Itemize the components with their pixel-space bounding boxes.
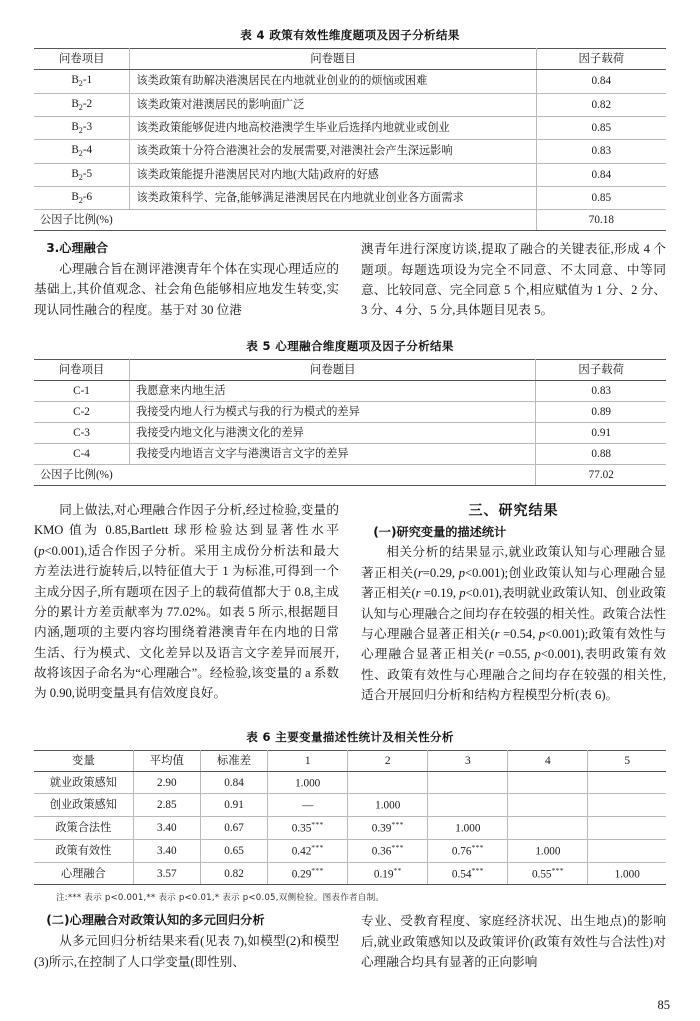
rp9: <0.001),表明政策有效性、政策有效性与心理融合之间均存在较强的相关性,适合开展回归分析和结构方程模型分析(表 6)。: [361, 647, 666, 703]
rp3: <0.001);创业政策认知与心理融合显著正相关(: [361, 565, 666, 601]
table-6: [34, 750, 666, 886]
table-4-title: 表 4 政策有效性维度题项及因子分析结果: [240, 28, 460, 42]
table-6-header-c1: 1: [268, 750, 348, 771]
italic-p: p: [458, 565, 466, 580]
table-6-header-row: [34, 750, 666, 771]
italic-p: p: [459, 586, 466, 601]
italic-r: r: [417, 565, 423, 580]
table-6-header-variable: 变量: [34, 750, 133, 771]
table-row: [34, 163, 666, 186]
body-left-column: [34, 500, 339, 706]
cell-question: 我接受内地语言文字与港澳语言文字的差异: [130, 443, 536, 464]
cell-corr: [268, 862, 348, 885]
bottom-right-column: [361, 911, 666, 972]
cell-corr: [428, 862, 508, 885]
cell-corr: [508, 839, 588, 862]
cell-corr: [588, 839, 666, 862]
cell-corr: [268, 771, 348, 794]
cell-loading: 0.84: [536, 163, 666, 186]
table-5-header-item: 问卷项目: [34, 359, 130, 380]
cell-corr: [508, 817, 588, 840]
cell-question: 我接受内地人行为模式与我的行为模式的差异: [130, 401, 536, 422]
body-right-paragraph: [361, 542, 666, 705]
italic-p: p: [534, 647, 541, 662]
italic-r: r: [494, 626, 500, 641]
table-5-block: [34, 335, 666, 486]
cell-loading: 0.89: [536, 401, 666, 422]
cell-loading: 0.88: [536, 443, 666, 464]
cell-corr: [348, 794, 428, 817]
spacer: [34, 706, 666, 726]
table-row: [34, 443, 666, 464]
spacer: [34, 231, 666, 239]
cell-common-factor-value: 70.18: [536, 210, 666, 231]
table-6-body: [34, 771, 666, 885]
table-row: [34, 93, 666, 116]
table-6-head: [34, 750, 666, 771]
cell-question: 该类政策科学、完备,能够满足港澳居民在内地就业创业各方面需求: [130, 186, 536, 209]
cell-mean: 3.40: [133, 817, 200, 840]
table-row: [34, 140, 666, 163]
cell-loading: 0.83: [536, 140, 666, 163]
italic-p: p: [538, 626, 546, 641]
corr-value: 1.000: [295, 777, 321, 790]
spacer: [34, 321, 666, 335]
cell-sd: 0.65: [200, 839, 267, 862]
table-row: [34, 794, 666, 817]
significance-stars: ***: [471, 865, 484, 875]
cell-corr: [588, 771, 666, 794]
cell-question: 该类政策对港澳居民的影响面广泛: [130, 93, 536, 116]
corr-value: 0.42: [291, 845, 312, 858]
rp1: 相关分析的结果显示,就业政策认知与心理融合显著正相关(: [361, 545, 666, 580]
spacer: [34, 903, 666, 911]
table-6-header-c2: 2: [348, 750, 428, 771]
table-row: [34, 817, 666, 840]
cell-mean: 3.57: [133, 862, 200, 885]
section-heading: 三、研究结果: [468, 502, 559, 519]
mid-left-column: [34, 239, 339, 321]
body-left-part-b: <0.001),适合作因子分析。采用主成份分析法和最大方差法进行旋转后,以特征值大于 1 为标准,可得到一个主成分因子,所有题项在因子上的载荷值都大于 0.8,主成分的累计方差贡献率为 77.02%。如表 5 所示,根据题目内涵,题项的主要内容均围绕着港澳青年在内地的日常生活、行为模式、文化差异以及语言文字差异而展开,故将该因子命名为“心理融合”。经检验,该变量的 a 系数为 0.90,说明变量具有信效度良好。: [34, 543, 339, 701]
rp7: <0.001);政策有效性与心理融合显著正相关(: [361, 626, 666, 662]
corr-value: 0.29: [291, 868, 312, 881]
significance-stars: ***: [551, 865, 564, 875]
cell-sd: 0.67: [200, 817, 267, 840]
table-row: [34, 401, 666, 422]
cell-common-factor-label: 公因子比例(%): [34, 210, 536, 231]
cell-corr: [268, 817, 348, 840]
corr-value: 0.55: [531, 868, 552, 881]
table-5-header-loading: 因子载荷: [536, 359, 666, 380]
mid-left-heading: 3.心理融合: [46, 241, 109, 256]
table-4-head: [34, 49, 666, 70]
table-row: [34, 771, 666, 794]
cell-question: 该类政策有助解决港澳居民在内地就业创业的的烦恼或困难: [130, 70, 536, 93]
table-4-header-question: 问卷题目: [130, 49, 536, 70]
cell-loading: 0.85: [536, 186, 666, 209]
cell-item: $B_2-2$: [34, 93, 130, 116]
corr-value: 1.000: [375, 800, 401, 813]
cell-item: C-2: [34, 401, 130, 422]
table-4-header-row: [34, 49, 666, 70]
table-6-header-mean: 平均值: [133, 750, 200, 771]
cell-corr: [428, 817, 508, 840]
cell-item: $B_2-1$: [34, 70, 130, 93]
significance-stars: ***: [311, 842, 324, 852]
cell-corr: [348, 862, 428, 885]
table-row: [34, 839, 666, 862]
cell-mean: 2.85: [133, 794, 200, 817]
corr-value: 0.76: [451, 845, 472, 858]
bottom-right-paragraph: 专业、受教育程度、家庭经济状况、出生地点)的影响后,就业政策感知以及政策评价(政策有效性与合法性)对心理融合均具有显著的正向影响: [361, 914, 666, 970]
table-4: [34, 48, 666, 231]
table-5-title: 表 5 心理融合维度题项及因子分析结果: [246, 338, 454, 353]
cell-loading: 0.83: [536, 380, 666, 401]
table-row: [34, 380, 666, 401]
table-6-header-c3: 3: [428, 750, 508, 771]
cell-item: C-3: [34, 422, 130, 443]
table-footer-row: [34, 210, 666, 231]
corr-value: 0.54: [451, 868, 472, 881]
mid-left-paragraph: 心理融合旨在测评港澳青年个体在实现心理适应的基础上,其价值观念、社会角色能够相应地发生转变,实现认同性融合的程度。基于对 30 位港: [34, 261, 339, 317]
table-5-body: [34, 380, 666, 485]
subsection-heading: (一)研究变量的描述统计: [373, 524, 507, 539]
body-right-column: [361, 500, 666, 706]
cell-corr: [508, 771, 588, 794]
cell-question: 该类政策能够促进内地高校港澳学生毕业后选择内地就业或创业: [130, 116, 536, 139]
cell-corr: [508, 794, 588, 817]
cell-corr: [268, 794, 348, 817]
rp2: =0.29,: [422, 565, 459, 580]
cell-question: 我愿意来内地生活: [130, 380, 536, 401]
table-4-header-loading: 因子载荷: [536, 49, 666, 70]
cell-corr: [268, 839, 348, 862]
cell-sd: 0.84: [200, 771, 267, 794]
cell-common-factor-value: 77.02: [536, 464, 666, 485]
cell-variable: 政策合法性: [34, 817, 133, 840]
cell-item: C-1: [34, 380, 130, 401]
cell-variable: 创业政策感知: [34, 794, 133, 817]
table-6-header-sd: 标准差: [200, 750, 267, 771]
table-row: [34, 862, 666, 885]
table-4-body: [34, 70, 666, 231]
cell-sd: 0.82: [200, 862, 267, 885]
table-4-block: [34, 24, 666, 231]
cell-mean: 3.40: [133, 839, 200, 862]
italic-p: p: [38, 543, 45, 558]
rp4: =0.19,: [420, 586, 460, 601]
bottom-columns: [34, 911, 666, 972]
table-6-header-c5: 5: [588, 750, 666, 771]
cell-corr: [588, 862, 666, 885]
cell-sd: 0.91: [200, 794, 267, 817]
corr-value: —: [302, 800, 314, 813]
table-5-header-question: 问卷题目: [130, 359, 536, 380]
rp8: =0.55,: [493, 647, 535, 662]
cell-item: $B_2-6$: [34, 186, 130, 209]
table-row: [34, 70, 666, 93]
cell-item: $B_2-5$: [34, 163, 130, 186]
significance-stars: ***: [391, 842, 404, 852]
bottom-left-column: [34, 911, 339, 972]
table-6-header-c4: 4: [508, 750, 588, 771]
cell-common-factor-label: 公因子比例(%): [34, 464, 536, 485]
table-footer-row: [34, 464, 666, 485]
body-left-part-a: 同上做法,对心理融合作因子分析,经过检验,变量的 KMO 值为 0.85,Bartlett 球形检验达到显著性水平(: [34, 502, 339, 558]
cell-loading: 0.91: [536, 422, 666, 443]
cell-question: 该类政策能提升港澳居民对内地(大陆)政府的好感: [130, 163, 536, 186]
cell-item: $B_2-3$: [34, 116, 130, 139]
significance-stars: ***: [471, 842, 484, 852]
corr-value: 1.000: [455, 822, 481, 835]
cell-question: 该类政策十分符合港澳社会的发展需要,对港澳社会产生深远影响: [130, 140, 536, 163]
cell-variable: 心理融合: [34, 862, 133, 885]
table-6-block: [34, 726, 666, 904]
cell-mean: 2.90: [133, 771, 200, 794]
rp6: =0.54,: [499, 626, 539, 641]
cell-variable: 政策有效性: [34, 839, 133, 862]
cell-corr: [508, 862, 588, 885]
significance-stars: ***: [391, 820, 404, 830]
cell-question: 我接受内地文化与港澳文化的差异: [130, 422, 536, 443]
cell-corr: [348, 839, 428, 862]
significance-stars: **: [393, 865, 402, 875]
italic-r: r: [415, 586, 421, 601]
table-5: [34, 359, 666, 486]
cell-loading: 0.85: [536, 116, 666, 139]
significance-stars: ***: [311, 820, 324, 830]
cell-item: $B_2-4$: [34, 140, 130, 163]
table-row: [34, 116, 666, 139]
cell-variable: 就业政策感知: [34, 771, 133, 794]
table-5-head: [34, 359, 666, 380]
corr-value: 0.19: [373, 868, 394, 881]
corr-value: 0.39: [371, 822, 392, 835]
spacer: [34, 486, 666, 500]
cell-corr: [348, 817, 428, 840]
corr-value: 0.36: [371, 845, 392, 858]
cell-corr: [428, 794, 508, 817]
corr-value: 0.35: [291, 822, 312, 835]
significance-stars: ***: [311, 865, 324, 875]
table-row: [34, 422, 666, 443]
cell-corr: [348, 771, 428, 794]
mid-text-columns: [34, 239, 666, 321]
page-content: [34, 24, 666, 973]
cell-item: C-4: [34, 443, 130, 464]
mid-right-paragraph: 澳青年进行深度访谈,提取了融合的关键表征,形成 4 个题项。每题选项设为完全不同意、不太同意、中等同意、比较同意、完全同意 5 个,相应赋值为 1 分、2 分、3 分、4 分、5 分,具体题目见表 5。: [361, 242, 666, 318]
bottom-left-heading: (二)心理融合对政策认知的多元回归分析: [46, 913, 265, 928]
corr-value: 1.000: [535, 845, 561, 858]
table-5-header-row: [34, 359, 666, 380]
cell-corr: [588, 817, 666, 840]
cell-loading: 0.84: [536, 70, 666, 93]
cell-corr: [428, 839, 508, 862]
corr-value: 1.000: [614, 868, 640, 881]
table-6-title: 表 6 主要变量描述性统计及相关性分析: [246, 729, 454, 744]
table-4-header-item: 问卷项目: [34, 49, 130, 70]
rp5: <0.01),表明就业政策认知、创业政策认知与心理融合之间均存在较强的相关性。政策合法性与心理融合显著正相关(: [361, 586, 667, 641]
table-6-note: 注:*** 表示 p<0.001,** 表示 p<0.01,* 表示 p<0.05,双侧检验。图表作者自制。: [56, 893, 385, 904]
table-row: [34, 186, 666, 209]
body-columns: [34, 500, 666, 706]
italic-r: r: [488, 647, 494, 662]
cell-corr: [588, 794, 666, 817]
cell-corr: [428, 771, 508, 794]
mid-right-column: [361, 239, 666, 321]
bottom-left-paragraph: 从多元回归分析结果来看(见表 7),如模型(2)和模型(3)所示,在控制了人口学变量(即性别、: [34, 934, 339, 969]
page-number: 85: [657, 998, 670, 1012]
body-left-paragraph: [34, 500, 339, 704]
cell-loading: 0.82: [536, 93, 666, 116]
